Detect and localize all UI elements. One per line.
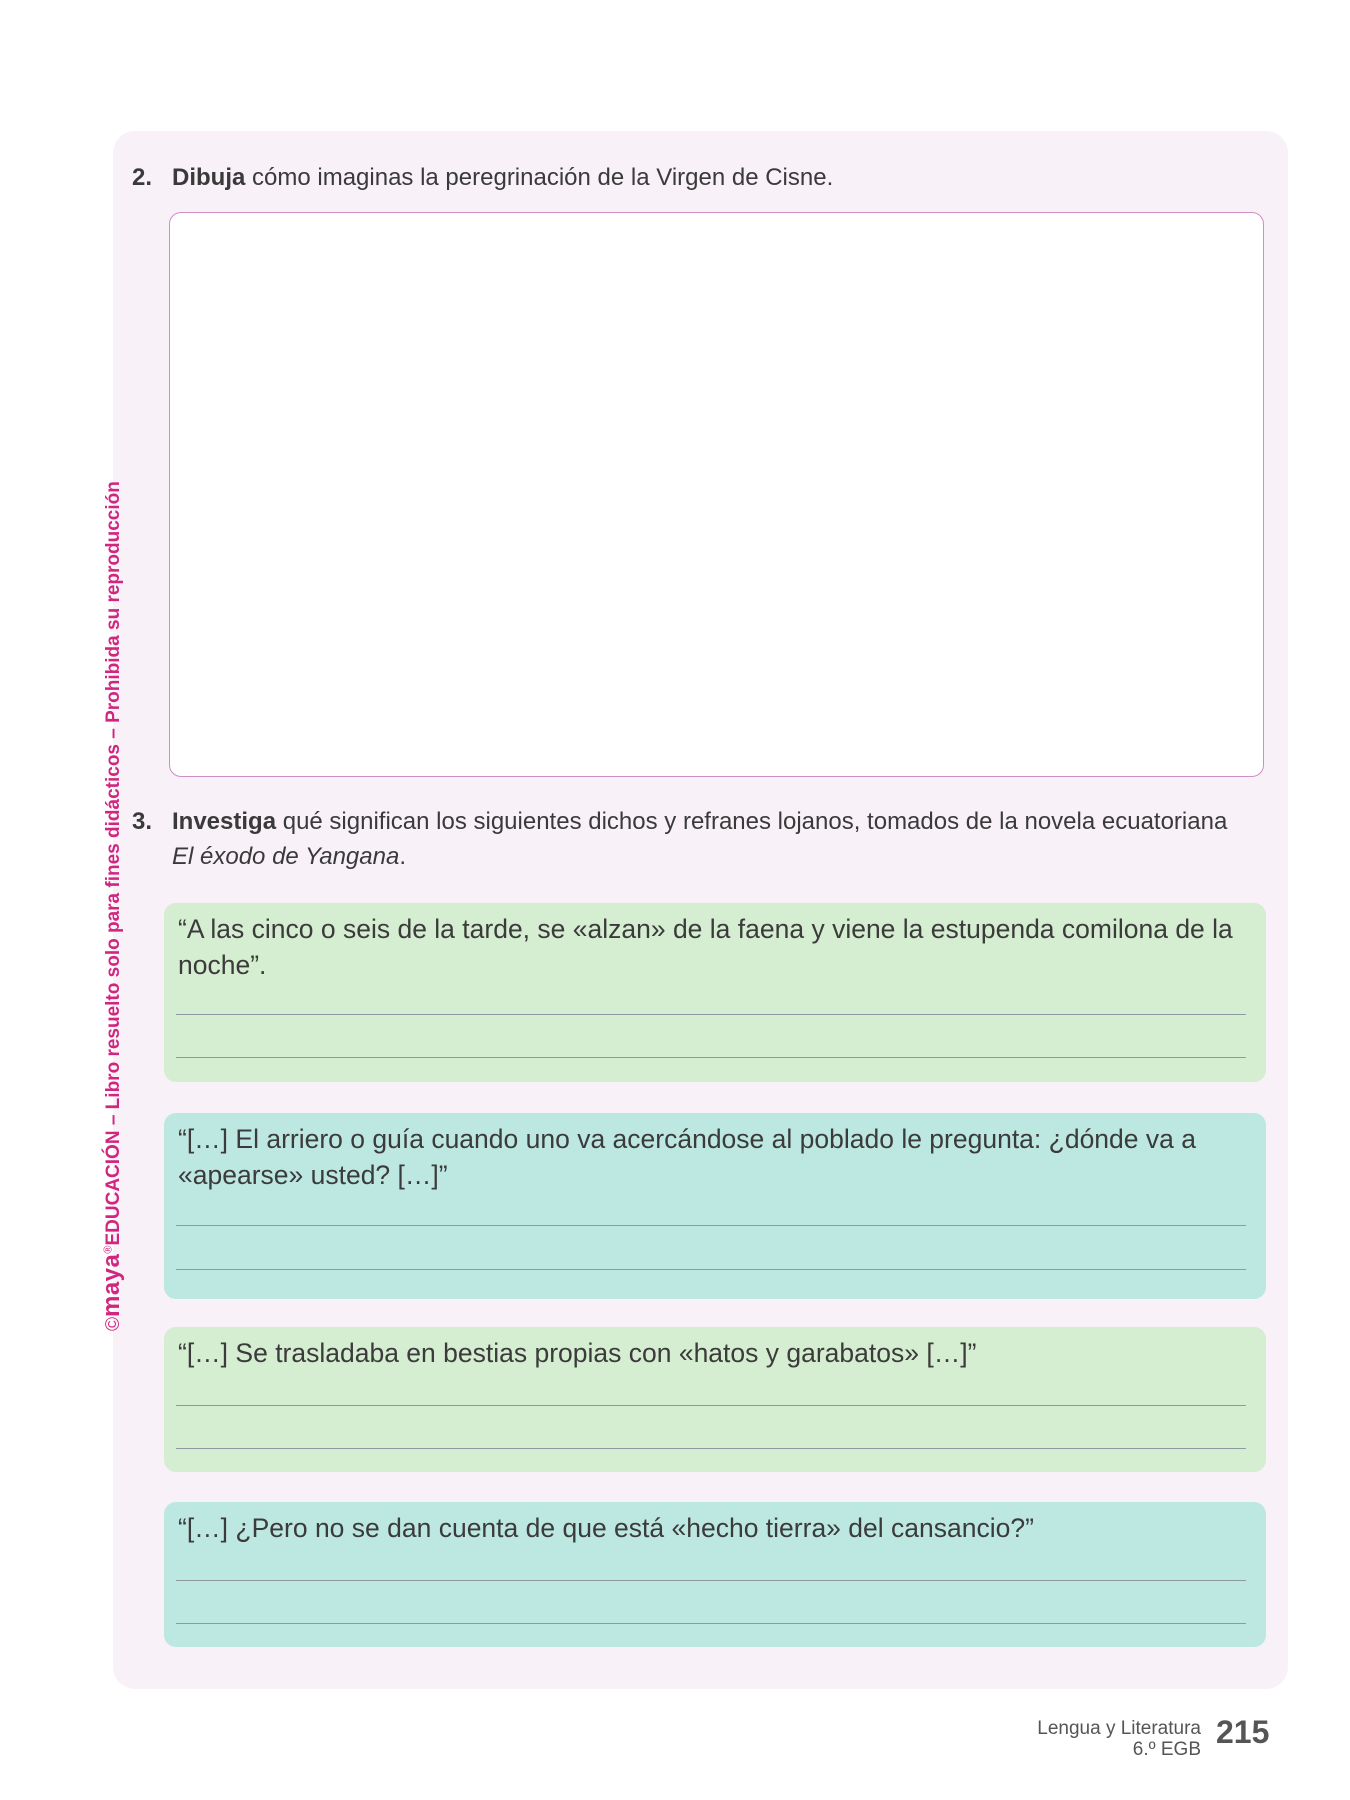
saying-text: “[…] El arriero o guía cuando uno va acercándose al poblado le pregunta: ¿dónde va a «apearse» usted? […]” xyxy=(178,1124,1196,1190)
saying-text: “[…] ¿Pero no se dan cuenta de que está «hecho tierra» del cansancio?” xyxy=(178,1513,1034,1543)
drawing-area[interactable] xyxy=(169,212,1264,777)
saying-card xyxy=(164,903,1266,1082)
copyright-symbol: © xyxy=(103,1317,124,1331)
registered-symbol: ® xyxy=(102,1245,115,1254)
source-period: . xyxy=(399,843,406,870)
question-2-verb: Dibuja xyxy=(172,164,246,191)
question-3-text: qué significan los siguientes dichos y refranes lojanos, tomados de la novela ecuatoriana xyxy=(276,808,1228,835)
copyright-notice xyxy=(100,481,124,1331)
question-3-number: 3. xyxy=(132,808,153,835)
grade-label: 6.º EGB xyxy=(1132,1739,1201,1760)
brand-logo: maya xyxy=(98,1253,125,1317)
question-2-number: 2. xyxy=(132,164,153,191)
notice-text: EDUCACIÓN – Libro resuelto solo para fines didácticos – Prohibida su reproducción xyxy=(103,481,124,1246)
page-number: 215 xyxy=(1216,1714,1270,1750)
subject-name: Lengua y Literatura xyxy=(1037,1718,1201,1739)
answer-line[interactable] xyxy=(176,1057,1246,1058)
saying-text: “[…] Se trasladaba en bestias propias con «hatos y garabatos» […]” xyxy=(178,1338,977,1368)
saying-text: “A las cinco o seis de la tarde, se «alzan» de la faena y viene la estupenda comilona de la noche”. xyxy=(178,914,1233,980)
answer-line[interactable] xyxy=(176,1405,1246,1406)
question-3-source-line xyxy=(132,839,1272,874)
question-3 xyxy=(132,804,1272,874)
answer-line[interactable] xyxy=(176,1014,1246,1015)
question-3-verb: Investiga xyxy=(172,808,277,835)
saying-card xyxy=(164,1502,1266,1647)
novel-title: El éxodo de Yangana xyxy=(172,843,400,870)
saying-card xyxy=(164,1113,1266,1299)
answer-line[interactable] xyxy=(176,1580,1246,1581)
footer-subject xyxy=(1037,1718,1201,1760)
saying-card xyxy=(164,1327,1266,1472)
answer-line[interactable] xyxy=(176,1448,1246,1449)
question-2-text: cómo imaginas la peregrinación de la Virgen de Cisne. xyxy=(245,164,834,191)
answer-line[interactable] xyxy=(176,1225,1246,1226)
question-2 xyxy=(132,160,833,195)
answer-line[interactable] xyxy=(176,1623,1246,1624)
answer-line[interactable] xyxy=(176,1269,1246,1270)
